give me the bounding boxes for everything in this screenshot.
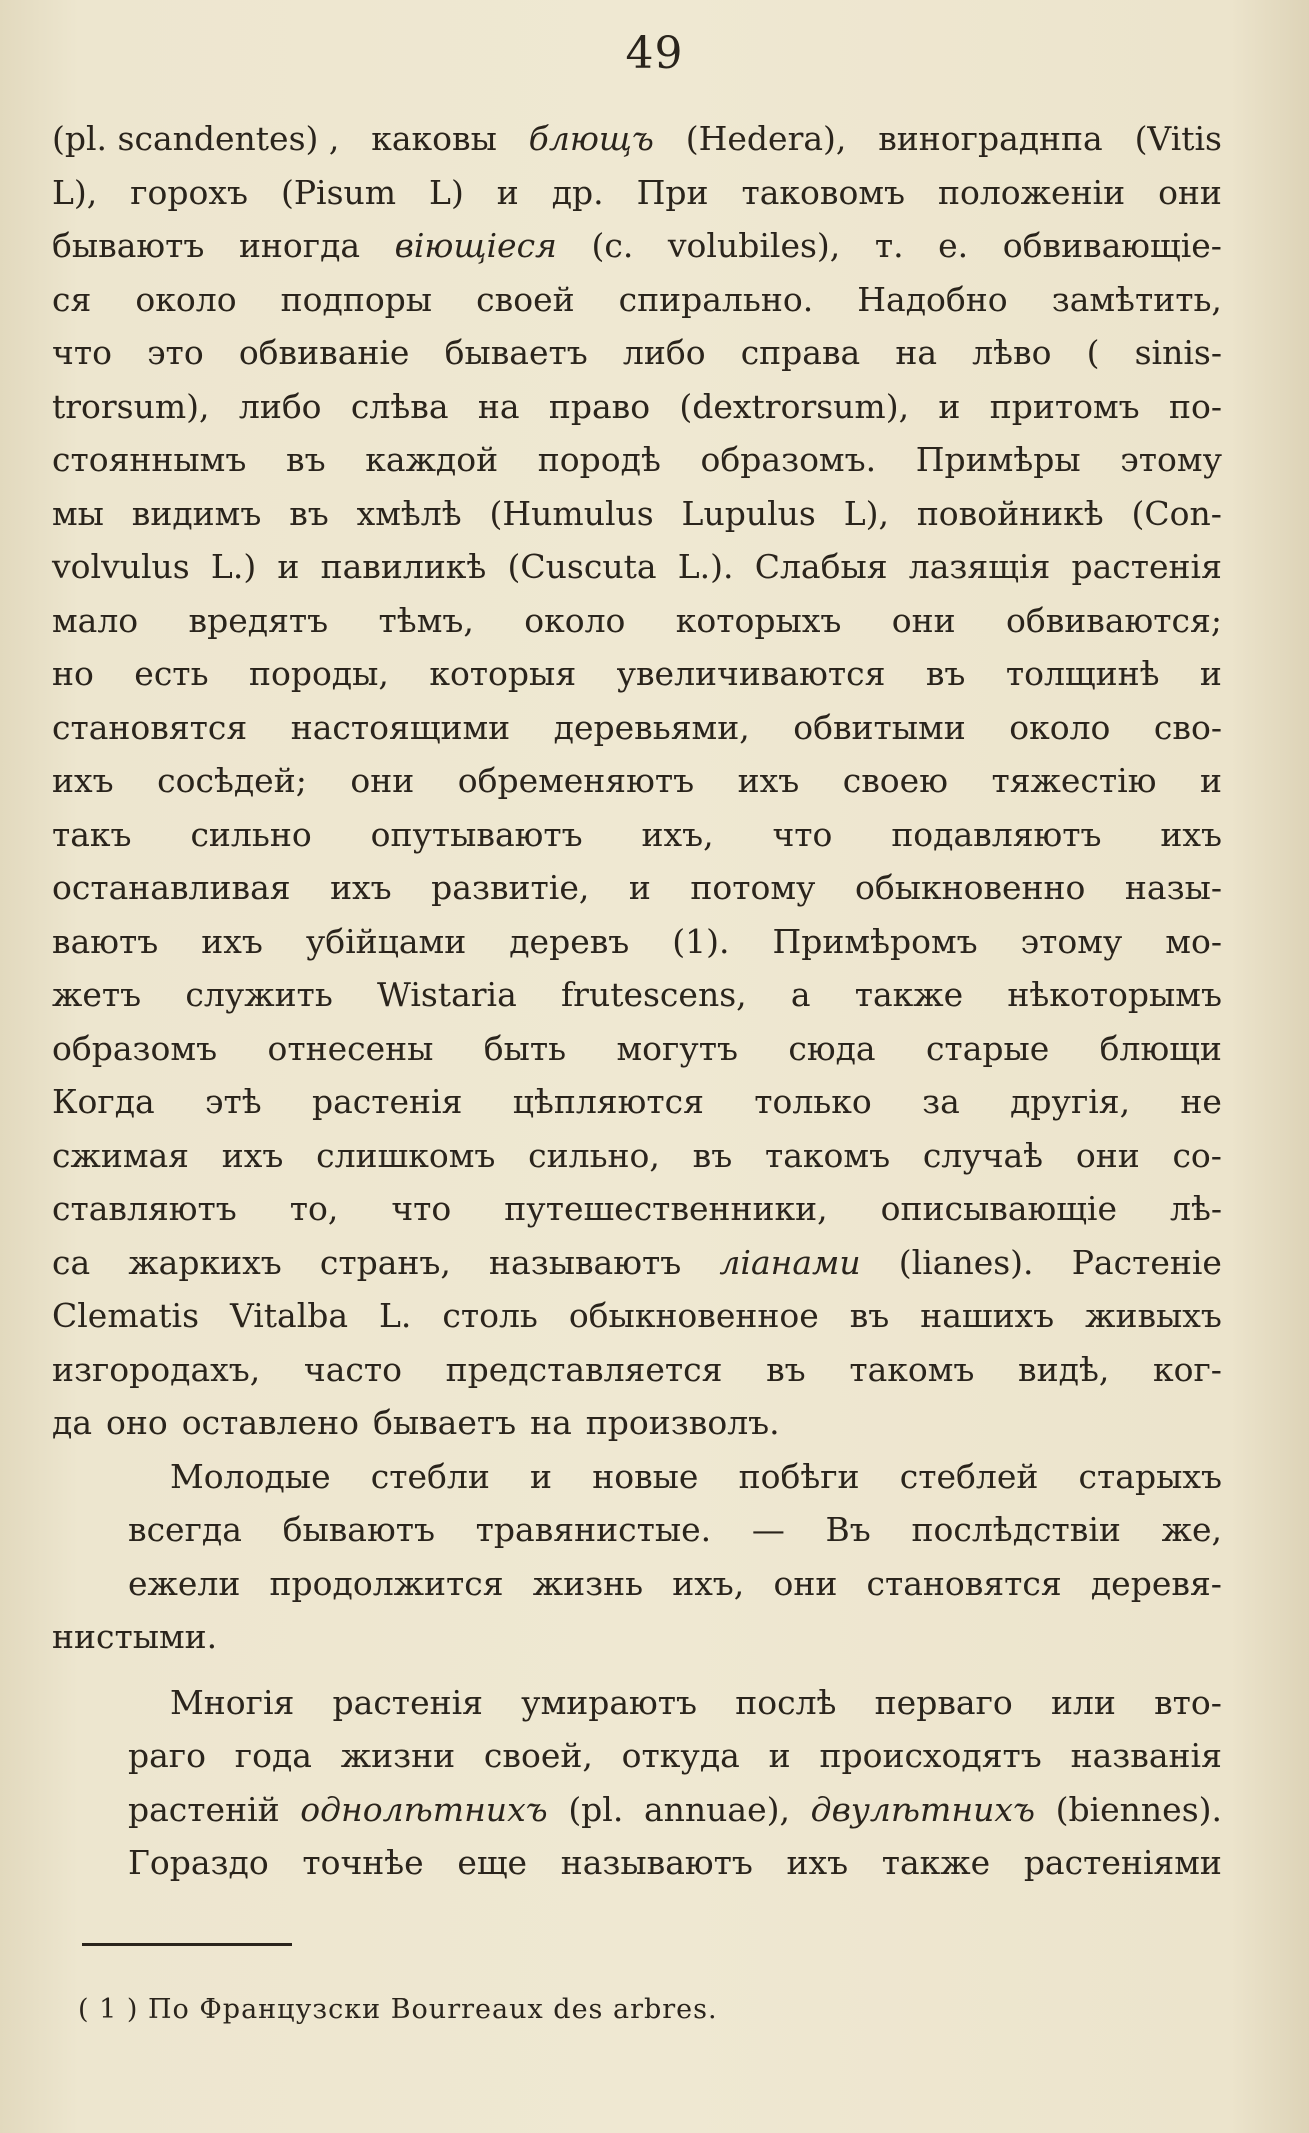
word: произволъ. — [585, 1403, 780, 1442]
word: своей — [476, 279, 575, 319]
word: бываютъ — [282, 1510, 435, 1549]
word: тяжестiю — [991, 761, 1157, 800]
word: Гораздо — [128, 1843, 269, 1882]
word: вiющiеся — [394, 226, 557, 265]
word: они — [1158, 172, 1222, 212]
word: volubiles), — [667, 226, 841, 265]
word: L. — [379, 1296, 412, 1335]
text-line — [52, 112, 1222, 166]
word: только — [754, 1082, 872, 1121]
word: справа — [740, 333, 861, 372]
word: но — [52, 654, 94, 693]
word: винограднпа — [878, 119, 1103, 158]
word: жетъ — [52, 975, 142, 1014]
word: спирально. — [618, 279, 814, 319]
word: а — [790, 975, 811, 1014]
word: могутъ — [616, 1028, 738, 1068]
word: бываютъ — [52, 226, 205, 265]
word: (1). — [672, 921, 730, 961]
word: сюда — [788, 1028, 876, 1068]
text-line — [52, 1783, 1222, 1837]
word: ихъ — [330, 868, 392, 907]
word: Въ — [825, 1510, 871, 1549]
word: послѣ — [735, 1682, 837, 1722]
word: служить — [185, 975, 333, 1014]
word: L.). — [677, 547, 734, 586]
word: еще — [457, 1843, 528, 1882]
word: Примѣры — [915, 440, 1081, 479]
word: annuae), — [644, 1789, 791, 1829]
word: толщинѣ — [1005, 654, 1160, 693]
word: названiя — [1070, 1736, 1222, 1775]
word: ихъ — [221, 1135, 284, 1175]
text-line — [52, 1289, 1222, 1343]
word: потому — [690, 868, 816, 907]
word: подавляютъ — [891, 814, 1102, 854]
word: по- — [1168, 386, 1222, 426]
word: растенiя — [311, 1082, 463, 1121]
word: они — [891, 600, 956, 640]
word: деревъ — [509, 921, 630, 961]
word: лѣво — [972, 333, 1052, 372]
word: вто- — [1154, 1682, 1222, 1722]
word: Молодые — [170, 1456, 331, 1496]
word: называютъ — [489, 1242, 682, 1282]
word: Слабыя — [754, 547, 888, 586]
word: (dextrorsum), — [679, 386, 910, 426]
word: т. — [874, 226, 904, 265]
word: и — [1199, 654, 1222, 693]
word: этѣ — [205, 1082, 262, 1121]
word: увеличиваются — [616, 654, 886, 693]
word: стеблей — [899, 1456, 1039, 1496]
text-line — [52, 540, 1222, 594]
word: быть — [483, 1028, 567, 1068]
text-line — [52, 1129, 1222, 1183]
word: деревьями, — [553, 707, 750, 747]
word: образомъ. — [700, 440, 877, 479]
word: также — [854, 975, 964, 1014]
word: L.) — [210, 547, 257, 586]
word: или — [1050, 1682, 1116, 1722]
word: слѣва — [350, 386, 449, 426]
text-line — [52, 647, 1222, 701]
word: на — [530, 1403, 572, 1442]
word: блющи — [1099, 1028, 1222, 1068]
word: растенiя — [1071, 547, 1222, 586]
word: которыхъ — [675, 600, 842, 640]
word: старые — [925, 1028, 1050, 1068]
text-line — [52, 1450, 1222, 1504]
word: называютъ — [560, 1843, 753, 1882]
text-line — [52, 861, 1222, 915]
word: около — [1009, 707, 1111, 747]
word: мо- — [1165, 921, 1222, 961]
word: Многiя — [170, 1682, 295, 1722]
word: убiйцами — [305, 921, 467, 961]
word: подпоры — [280, 279, 433, 319]
word: такъ — [52, 814, 132, 854]
word: деревя- — [1090, 1563, 1222, 1603]
text-line — [52, 1075, 1222, 1129]
word: развитiе, — [431, 868, 590, 907]
word: trorsum), — [52, 386, 210, 426]
word: столь — [442, 1296, 538, 1335]
word: бываетъ — [444, 333, 588, 372]
word: обвивающiе- — [1002, 226, 1222, 265]
word: и — [496, 172, 519, 212]
word: которыя — [429, 654, 577, 693]
text-line — [52, 1182, 1222, 1236]
word: лiанами — [719, 1242, 861, 1282]
word: нѣкоторымъ — [1007, 975, 1222, 1014]
word: хмѣлѣ — [356, 493, 462, 533]
word: ихъ, — [641, 814, 714, 854]
word: ся — [52, 279, 92, 319]
text-line — [52, 1503, 1222, 1557]
word: (Pisum — [280, 172, 397, 212]
word: стебли — [370, 1456, 490, 1496]
word: часто — [303, 1349, 402, 1389]
word: таковомъ — [741, 172, 906, 212]
word: на — [895, 333, 938, 372]
word: ког- — [1152, 1349, 1222, 1389]
word: около — [135, 279, 237, 319]
word: — — [751, 1510, 785, 1549]
word: (Con- — [1131, 493, 1222, 533]
word: горохъ — [130, 172, 248, 212]
word: Примѣромъ — [772, 921, 978, 961]
text-line — [52, 433, 1222, 487]
word: ихъ — [201, 921, 263, 961]
word: нистыми. — [52, 1617, 218, 1656]
word: отнесены — [267, 1028, 434, 1068]
word: сво- — [1153, 707, 1222, 747]
word: тѣмъ, — [378, 600, 474, 640]
word: всегда — [128, 1510, 242, 1549]
word: растенiй — [128, 1789, 280, 1829]
word: обвитыми — [793, 707, 966, 747]
word: и — [530, 1456, 553, 1496]
word: ихъ — [786, 1843, 849, 1882]
word: точнѣе — [302, 1843, 424, 1882]
word: и — [277, 547, 300, 586]
word: L), — [843, 493, 889, 533]
page-number: 49 — [625, 28, 684, 79]
word: года — [234, 1736, 312, 1775]
text-line — [52, 915, 1222, 969]
text-line — [52, 594, 1222, 648]
word: да — [52, 1403, 92, 1442]
word: этому — [1020, 921, 1123, 961]
word: назы- — [1124, 868, 1222, 907]
text-line — [52, 968, 1222, 1022]
text-line — [52, 273, 1222, 327]
word: сосѣдей; — [157, 761, 307, 800]
word: (Hedera), — [685, 119, 847, 158]
word: Когда — [52, 1082, 155, 1121]
word: образомъ — [52, 1028, 218, 1068]
word: обвиваются; — [1005, 600, 1222, 640]
word: volvulus — [52, 547, 190, 586]
word: породы, — [248, 654, 389, 693]
word: (pl. — [568, 1789, 624, 1829]
word: что — [391, 1189, 452, 1228]
word: бываетъ — [372, 1403, 517, 1442]
word: Надобно — [857, 279, 1008, 319]
word: ихъ — [52, 761, 114, 800]
word: двулѣтнихъ — [810, 1789, 1035, 1829]
word: ( — [1086, 333, 1100, 372]
footnote-rule — [82, 1943, 292, 1946]
word: жизнь — [532, 1563, 644, 1603]
word: жаркихъ — [128, 1242, 282, 1282]
word: лазящiя — [908, 547, 1051, 586]
word: представляется — [445, 1349, 723, 1389]
word: они — [773, 1563, 838, 1603]
word: нашихъ — [920, 1296, 1055, 1335]
word: продолжится — [269, 1563, 504, 1603]
word: ихъ, — [672, 1563, 745, 1603]
text-line — [52, 808, 1222, 862]
word: ихъ — [737, 761, 800, 800]
word: перваго — [874, 1682, 1013, 1722]
word: сжимая — [52, 1135, 189, 1175]
word: L) — [429, 172, 464, 212]
word: своей, — [483, 1736, 593, 1775]
word: странъ, — [319, 1242, 451, 1282]
word: жизни — [340, 1736, 456, 1775]
word: такомъ — [764, 1135, 891, 1175]
word: sinis- — [1134, 333, 1222, 372]
word: старыхъ — [1078, 1456, 1222, 1496]
word: L), — [52, 172, 98, 212]
word: происходятъ — [819, 1736, 1042, 1775]
text-line — [52, 754, 1222, 808]
word: что — [772, 814, 833, 854]
word: въ — [925, 654, 966, 693]
word: въ — [289, 493, 329, 533]
word: опутываютъ — [370, 814, 583, 854]
word: и — [938, 386, 961, 426]
word: притомъ — [989, 386, 1140, 426]
word: путешественники, — [504, 1189, 828, 1228]
word: иногда — [238, 226, 361, 265]
word: въ — [286, 440, 326, 479]
word: раго — [128, 1736, 206, 1775]
word: обременяютъ — [457, 761, 695, 800]
word: каковы — [371, 119, 497, 158]
word: Lupulus — [681, 493, 816, 533]
word: со- — [1172, 1135, 1222, 1175]
word: сильно — [190, 814, 312, 854]
word: сильно, — [528, 1135, 660, 1175]
word: ваютъ — [52, 921, 159, 961]
word: ставляютъ — [52, 1189, 237, 1228]
word: мало — [52, 600, 139, 640]
word: они — [1075, 1135, 1140, 1175]
word: (pl. scandentes) , — [52, 119, 340, 158]
word: не — [1180, 1082, 1222, 1121]
text-line — [52, 1836, 1222, 1890]
word: (Humulus — [489, 493, 654, 533]
word: лѣ- — [1169, 1189, 1222, 1228]
word: повойникѣ — [916, 493, 1104, 533]
word: этому — [1120, 440, 1222, 479]
word: изгородахъ, — [52, 1349, 261, 1389]
word: въ — [692, 1135, 733, 1175]
word: въ — [766, 1349, 806, 1389]
word: травянистые. — [475, 1510, 712, 1549]
word: другiя, — [1010, 1082, 1131, 1121]
word: др. — [551, 172, 604, 212]
word: Wistaria — [376, 975, 517, 1014]
word: въ — [849, 1296, 890, 1335]
word: что — [52, 333, 112, 372]
word: мы — [52, 493, 104, 533]
word: побѣги — [738, 1456, 860, 1496]
word: (lianes). — [898, 1242, 1034, 1282]
word: е. — [938, 226, 969, 265]
word: оставлено — [181, 1403, 359, 1442]
word: однолѣтнихъ — [300, 1789, 548, 1829]
word: и — [1199, 761, 1222, 800]
word: положенiи — [937, 172, 1126, 212]
word: новые — [592, 1456, 699, 1496]
word: также — [881, 1843, 991, 1882]
word: они — [350, 761, 415, 800]
word: павиликѣ — [320, 547, 487, 586]
word: это — [147, 333, 204, 372]
word: откуда — [621, 1736, 740, 1775]
word: своею — [842, 761, 948, 800]
word: становятся — [866, 1563, 1062, 1603]
word: послѣдствiи — [911, 1510, 1121, 1549]
text-line — [52, 1022, 1222, 1076]
word: цѣпляются — [512, 1082, 704, 1121]
word: за — [922, 1082, 960, 1121]
text-line — [52, 1610, 1222, 1664]
word: стояннымъ — [52, 440, 247, 479]
text-line — [52, 219, 1222, 273]
text-line — [52, 701, 1222, 755]
word: право — [548, 386, 651, 426]
word: (c. — [591, 226, 634, 265]
text-line — [52, 1676, 1222, 1730]
word: Clematis — [52, 1296, 200, 1335]
word: frutescens, — [560, 975, 747, 1014]
word: либо — [238, 386, 322, 426]
word: же, — [1161, 1510, 1222, 1549]
word: (biennes). — [1055, 1789, 1222, 1829]
word: становятся — [52, 707, 248, 747]
word: При — [636, 172, 709, 212]
word: около — [524, 600, 626, 640]
word: на — [477, 386, 520, 426]
word: останавливая — [52, 868, 291, 907]
word: обвиванiе — [238, 333, 410, 372]
word: то, — [289, 1189, 339, 1228]
text-line — [52, 1343, 1222, 1397]
word: Vitalba — [229, 1296, 349, 1335]
word: обыкновенно — [854, 868, 1086, 907]
word: каждой — [365, 440, 499, 479]
text-line — [52, 1236, 1222, 1290]
word: ежели — [128, 1563, 241, 1603]
footnote: ( 1 ) По Французски Bourreaux des arbres. — [78, 1994, 718, 2025]
word: са — [52, 1242, 91, 1282]
word: оно — [106, 1403, 168, 1442]
word: случаѣ — [922, 1135, 1044, 1175]
body-text — [52, 112, 1222, 1890]
text-line — [52, 487, 1222, 541]
word: либо — [622, 333, 706, 372]
word: (Cuscuta — [507, 547, 657, 586]
word: ихъ — [1160, 814, 1222, 854]
word: видимъ — [131, 493, 262, 533]
word: и — [768, 1736, 791, 1775]
word: описывающiе — [880, 1189, 1117, 1228]
word: такомъ — [849, 1349, 975, 1389]
word: растенiями — [1023, 1843, 1222, 1882]
word: обыкновенное — [568, 1296, 819, 1335]
paragraph-gap — [52, 1664, 1222, 1676]
word: настоящими — [290, 707, 511, 747]
word: и — [628, 868, 651, 907]
text-line — [52, 326, 1222, 380]
text-line — [52, 1396, 1222, 1450]
text-line — [52, 380, 1222, 434]
word: растенiя — [332, 1682, 483, 1722]
text-line — [52, 166, 1222, 220]
text-line — [52, 1557, 1222, 1611]
text-line — [52, 1729, 1222, 1783]
word: блющъ — [528, 119, 654, 158]
word: замѣтить, — [1051, 279, 1222, 319]
word: умираютъ — [521, 1682, 698, 1722]
word: вредятъ — [188, 600, 329, 640]
word: (Vitis — [1134, 119, 1222, 158]
word: видѣ, — [1018, 1349, 1110, 1389]
word: породѣ — [537, 440, 661, 479]
word: слишкомъ — [316, 1135, 496, 1175]
word: Растенiе — [1071, 1242, 1222, 1282]
word: есть — [134, 654, 209, 693]
word: живыхъ — [1085, 1296, 1222, 1335]
